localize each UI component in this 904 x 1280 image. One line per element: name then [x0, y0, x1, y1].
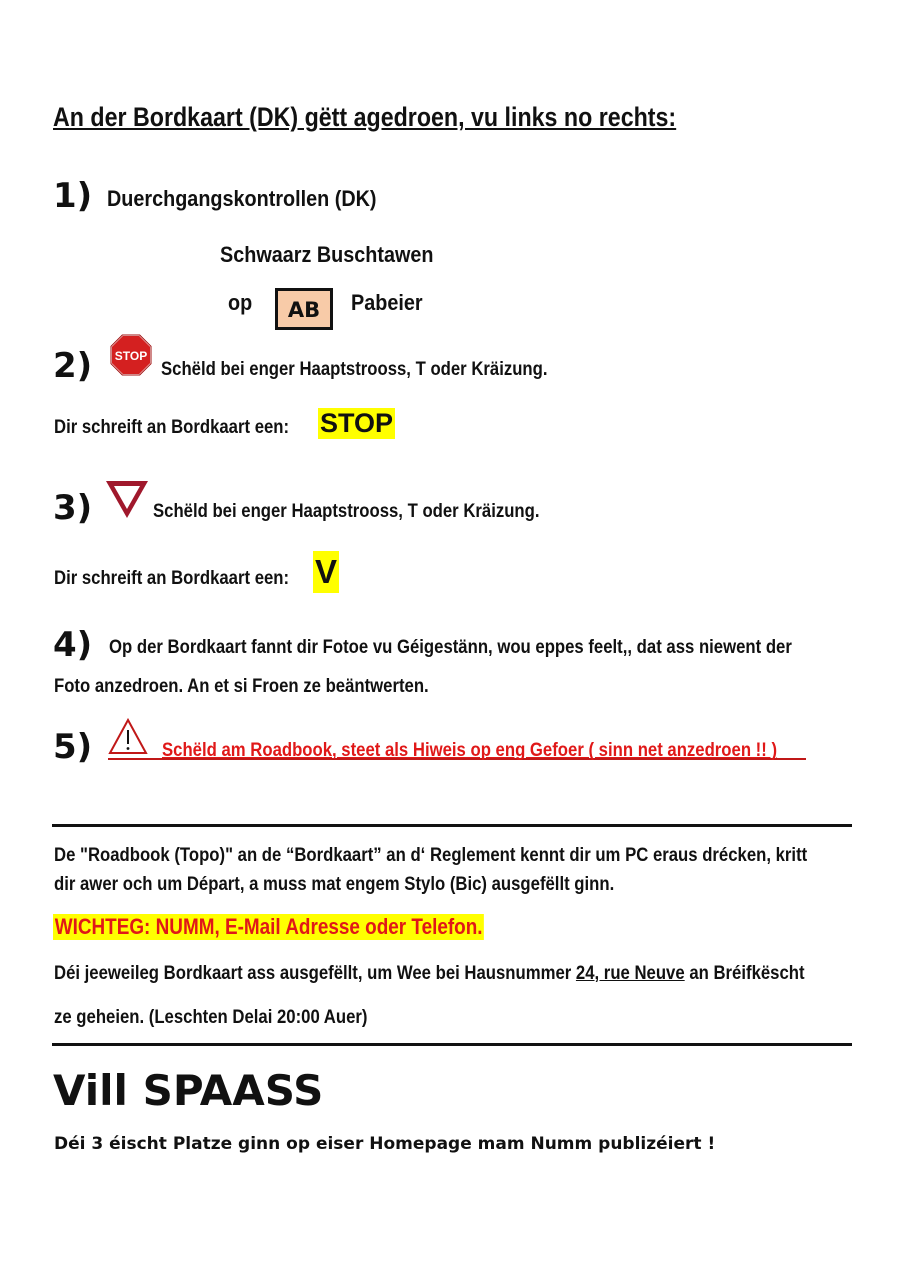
warning-banner: WICHTEG: NUMM, E-Mail Adresse oder Telefon.: [54, 914, 483, 939]
item-1-line1: Schwaarz Buschtawen: [220, 242, 434, 267]
item-1-pabeier-label: Pabeier: [351, 290, 423, 315]
page-heading: An der Bordkaart (DK) gëtt agedroen, vu links no rechts:: [53, 102, 677, 132]
item-4-line1: Op der Bordkaart fannt dir Fotoe vu Géigestänn, wou eppes feelt,, dat ass niewent der: [109, 637, 792, 658]
info-line2: dir awer och um Départ, a muss mat engem Stylo (Bic) ausgefëllt ginn.: [54, 874, 615, 895]
info-line3: [54, 963, 805, 985]
item-1-title: Duerchgangskontrollen (DK): [107, 186, 377, 211]
item-1-number: 1): [53, 176, 93, 216]
item-2-text: Schëld bei enger Haaptstrooss, T oder Kräizung.: [161, 359, 548, 380]
item-2-number: 2): [53, 346, 93, 386]
item-5-text: Schëld am Roadbook, steet als Hiweis op eng Gefoer ( sinn net anzedroen !! ): [162, 740, 778, 761]
closing-subtitle: Déi 3 éischt Platze ginn op eiser Homepage mam Numm publizéiert !: [54, 1134, 716, 1154]
yield-triangle-icon: [104, 478, 150, 520]
warning-triangle-icon: [108, 718, 148, 756]
item-4-line2: Foto anzedroen. An et si Froen ze beäntwerten.: [54, 676, 429, 697]
item-3-text: Schëld bei enger Haaptstrooss, T oder Kräizung.: [153, 501, 540, 522]
item-5-number: 5): [53, 727, 93, 767]
stop-sign-icon: [110, 334, 152, 376]
item-2-code: STOP: [320, 408, 394, 438]
stop-sign-text: STOP: [114, 349, 148, 363]
ab-box: AB: [275, 288, 333, 330]
info-line3-suffix: an Bréifkëscht: [684, 963, 805, 984]
divider-bottom: [52, 1043, 852, 1046]
item-3-instruction: Dir schreift an Bordkaart een:: [54, 568, 290, 589]
info-line3-prefix: Déi jeeweileg Bordkaart ass ausgefëllt, um Wee bei Hausnummer: [54, 963, 576, 984]
info-line1: De "Roadbook (Topo)" an de “Bordkaart” an d‘ Reglement kennt dir um PC eraus drécken, kritt: [54, 845, 808, 866]
item-3-number: 3): [53, 488, 93, 528]
item-3-code: V: [313, 551, 339, 593]
info-line4: ze geheien. (Leschten Delai 20:00 Auer): [54, 1007, 368, 1028]
item-2-instruction: Dir schreift an Bordkaart een:: [54, 417, 290, 438]
item-4-number: 4): [53, 625, 93, 665]
item-1-op-label: op: [228, 290, 253, 315]
address-text: 24, rue Neuve: [575, 963, 685, 984]
closing-title: Vill SPAASS: [53, 1066, 324, 1115]
divider-top: [52, 824, 852, 827]
